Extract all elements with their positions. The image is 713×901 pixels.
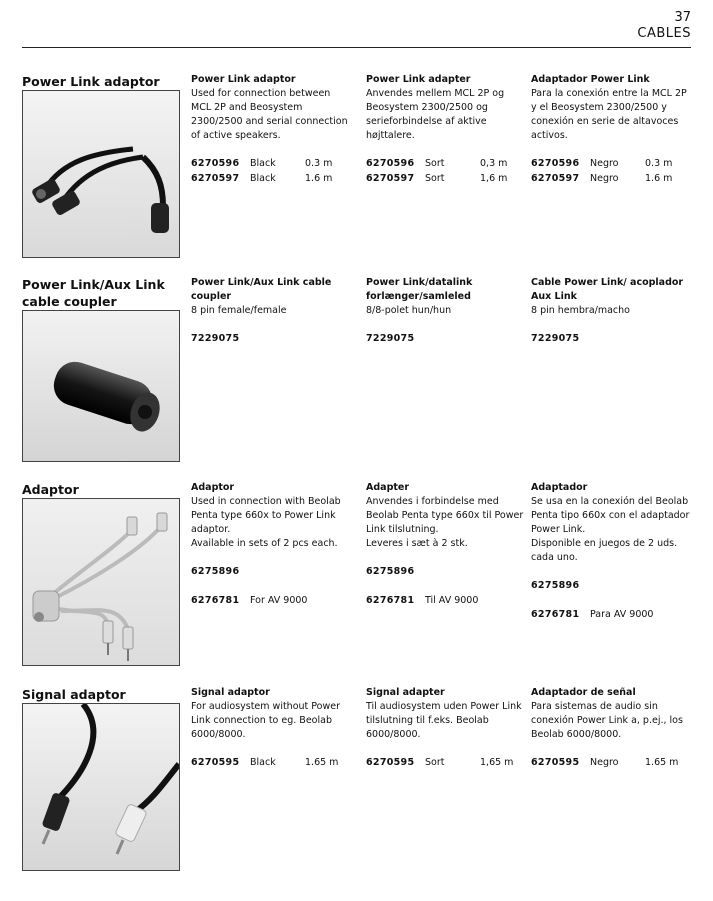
product-note: Para AV 9000 — [590, 609, 654, 620]
section-title: Power Link/Aux Link cable coupler — [22, 277, 165, 309]
section-title: Signal adaptor — [22, 687, 126, 702]
product-description: Anvendes mellem MCL 2P og Beosystem 2300/2500 og serieforbindelse af aktive højttalere. — [366, 88, 505, 141]
part-number: 6270595 — [191, 757, 240, 768]
part-number: 6270596 — [531, 158, 580, 169]
product-row — [191, 756, 351, 771]
product-description: 8/8-polet hun/hun — [366, 305, 452, 316]
part-number: 6270597 — [191, 173, 240, 184]
product-length: 1.6 m — [645, 173, 673, 184]
coupler-illustration — [23, 311, 179, 461]
product-row — [191, 594, 351, 609]
part-number: 6270597 — [366, 173, 415, 184]
product-photo-adaptor — [22, 498, 180, 666]
column-danish — [366, 73, 526, 187]
product-row — [531, 157, 691, 172]
product-row — [531, 172, 691, 187]
page-header — [637, 10, 691, 42]
page-category: CABLES — [637, 26, 691, 41]
product-length: 1,6 m — [480, 173, 508, 184]
product-title: Adaptador — [531, 482, 588, 493]
column-english — [191, 481, 351, 609]
column-english — [191, 276, 351, 347]
product-row — [531, 608, 691, 623]
column-spanish — [531, 481, 691, 623]
product-title: Power Link/datalink forlænger/samleled — [366, 277, 473, 302]
product-description: Til audiosystem uden Power Link tilslutning til f.eks. Beolab 6000/8000. — [366, 701, 522, 740]
product-title: Adaptor — [191, 482, 235, 493]
product-title: Power Link/Aux Link cable coupler — [191, 277, 332, 302]
part-number: 6275896 — [531, 580, 580, 591]
product-row — [191, 157, 351, 172]
part-number: 7229075 — [191, 333, 240, 344]
page-number: 37 — [674, 10, 691, 25]
product-availability: Available in sets of 2 pcs each. — [191, 538, 338, 549]
product-title: Power Link adapter — [366, 74, 471, 85]
part-number: 6276781 — [366, 595, 415, 606]
product-description: Para la conexión entre la MCL 2P y el Beosystem 2300/2500 y conexión en serie de altavoces activos. — [531, 88, 687, 141]
part-number: 6270596 — [366, 158, 415, 169]
product-row — [366, 157, 526, 172]
part-number: 6275896 — [191, 566, 240, 577]
column-spanish — [531, 686, 691, 771]
product-color: Black — [250, 158, 276, 169]
part-number: 6276781 — [191, 595, 240, 606]
product-length: 1.65 m — [305, 757, 339, 768]
product-color: Sort — [425, 158, 445, 169]
section-title: Adaptor — [22, 482, 79, 497]
product-description: Anvendes i forbindelse med Beolab Penta type 660x til Power Link tilslutning. — [366, 496, 524, 535]
header-rule — [22, 47, 691, 48]
adaptor-illustration — [23, 499, 179, 665]
column-english — [191, 686, 351, 771]
part-number: 6270595 — [531, 757, 580, 768]
product-color: Sort — [425, 173, 445, 184]
product-description: 8 pin hembra/macho — [531, 305, 630, 316]
product-length: 1.6 m — [305, 173, 333, 184]
column-english — [191, 73, 351, 187]
cable-illustration — [23, 91, 179, 257]
product-row — [366, 756, 526, 771]
product-length: 1.65 m — [645, 757, 679, 768]
product-description: For audiosystem without Power Link connection to eg. Beolab 6000/8000. — [191, 701, 341, 740]
product-availability: Leveres i sæt à 2 stk. — [366, 538, 468, 549]
product-title: Power Link adaptor — [191, 74, 296, 85]
product-availability: Disponible en juegos de 2 uds. cada uno. — [531, 538, 678, 563]
column-danish — [366, 686, 526, 771]
product-photo-power-link-adaptor — [22, 90, 180, 258]
section-title: Power Link adaptor — [22, 74, 160, 89]
product-title: Cable Power Link/ acoplador Aux Link — [531, 277, 684, 302]
column-danish — [366, 481, 526, 609]
product-color: Sort — [425, 757, 445, 768]
product-length: 1,65 m — [480, 757, 514, 768]
product-color: Negro — [590, 757, 619, 768]
column-spanish — [531, 73, 691, 187]
product-row — [191, 172, 351, 187]
product-description: Para sistemas de audio sin conexión Power Link a, p.ej., los Beolab 6000/8000. — [531, 701, 683, 740]
part-number: 6275896 — [366, 566, 415, 577]
part-number: 7229075 — [531, 333, 580, 344]
part-number: 7229075 — [366, 333, 415, 344]
product-description: Used in connection with Beolab Penta type 660x to Power Link adaptor. — [191, 496, 341, 535]
product-color: Negro — [590, 158, 619, 169]
product-title: Adaptador Power Link — [531, 74, 650, 85]
product-title: Adapter — [366, 482, 410, 493]
product-photo-cable-coupler — [22, 310, 180, 462]
product-note: Til AV 9000 — [425, 595, 479, 606]
product-color: Negro — [590, 173, 619, 184]
product-row — [366, 172, 526, 187]
product-title: Adaptador de señal — [531, 687, 636, 698]
product-color: Black — [250, 173, 276, 184]
product-note: For AV 9000 — [250, 595, 308, 606]
part-number: 6270597 — [531, 173, 580, 184]
product-length: 0,3 m — [480, 158, 508, 169]
part-number: 6270596 — [191, 158, 240, 169]
product-row — [531, 756, 691, 771]
column-spanish — [531, 276, 691, 347]
product-description: 8 pin female/female — [191, 305, 287, 316]
product-color: Black — [250, 757, 276, 768]
product-title: Signal adapter — [366, 687, 445, 698]
product-row — [366, 594, 526, 609]
part-number: 6276781 — [531, 609, 580, 620]
product-photo-signal-adaptor — [22, 703, 180, 871]
product-title: Signal adaptor — [191, 687, 270, 698]
product-description: Used for connection between MCL 2P and Beosystem 2300/2500 and serial connection of active speakers. — [191, 88, 348, 141]
product-length: 0.3 m — [305, 158, 333, 169]
product-length: 0.3 m — [645, 158, 673, 169]
product-description: Se usa en la conexión del Beolab Penta tipo 660x con el adaptador Power Link. — [531, 496, 690, 535]
part-number: 6270595 — [366, 757, 415, 768]
signal-adaptor-illustration — [23, 704, 179, 870]
column-danish — [366, 276, 526, 347]
